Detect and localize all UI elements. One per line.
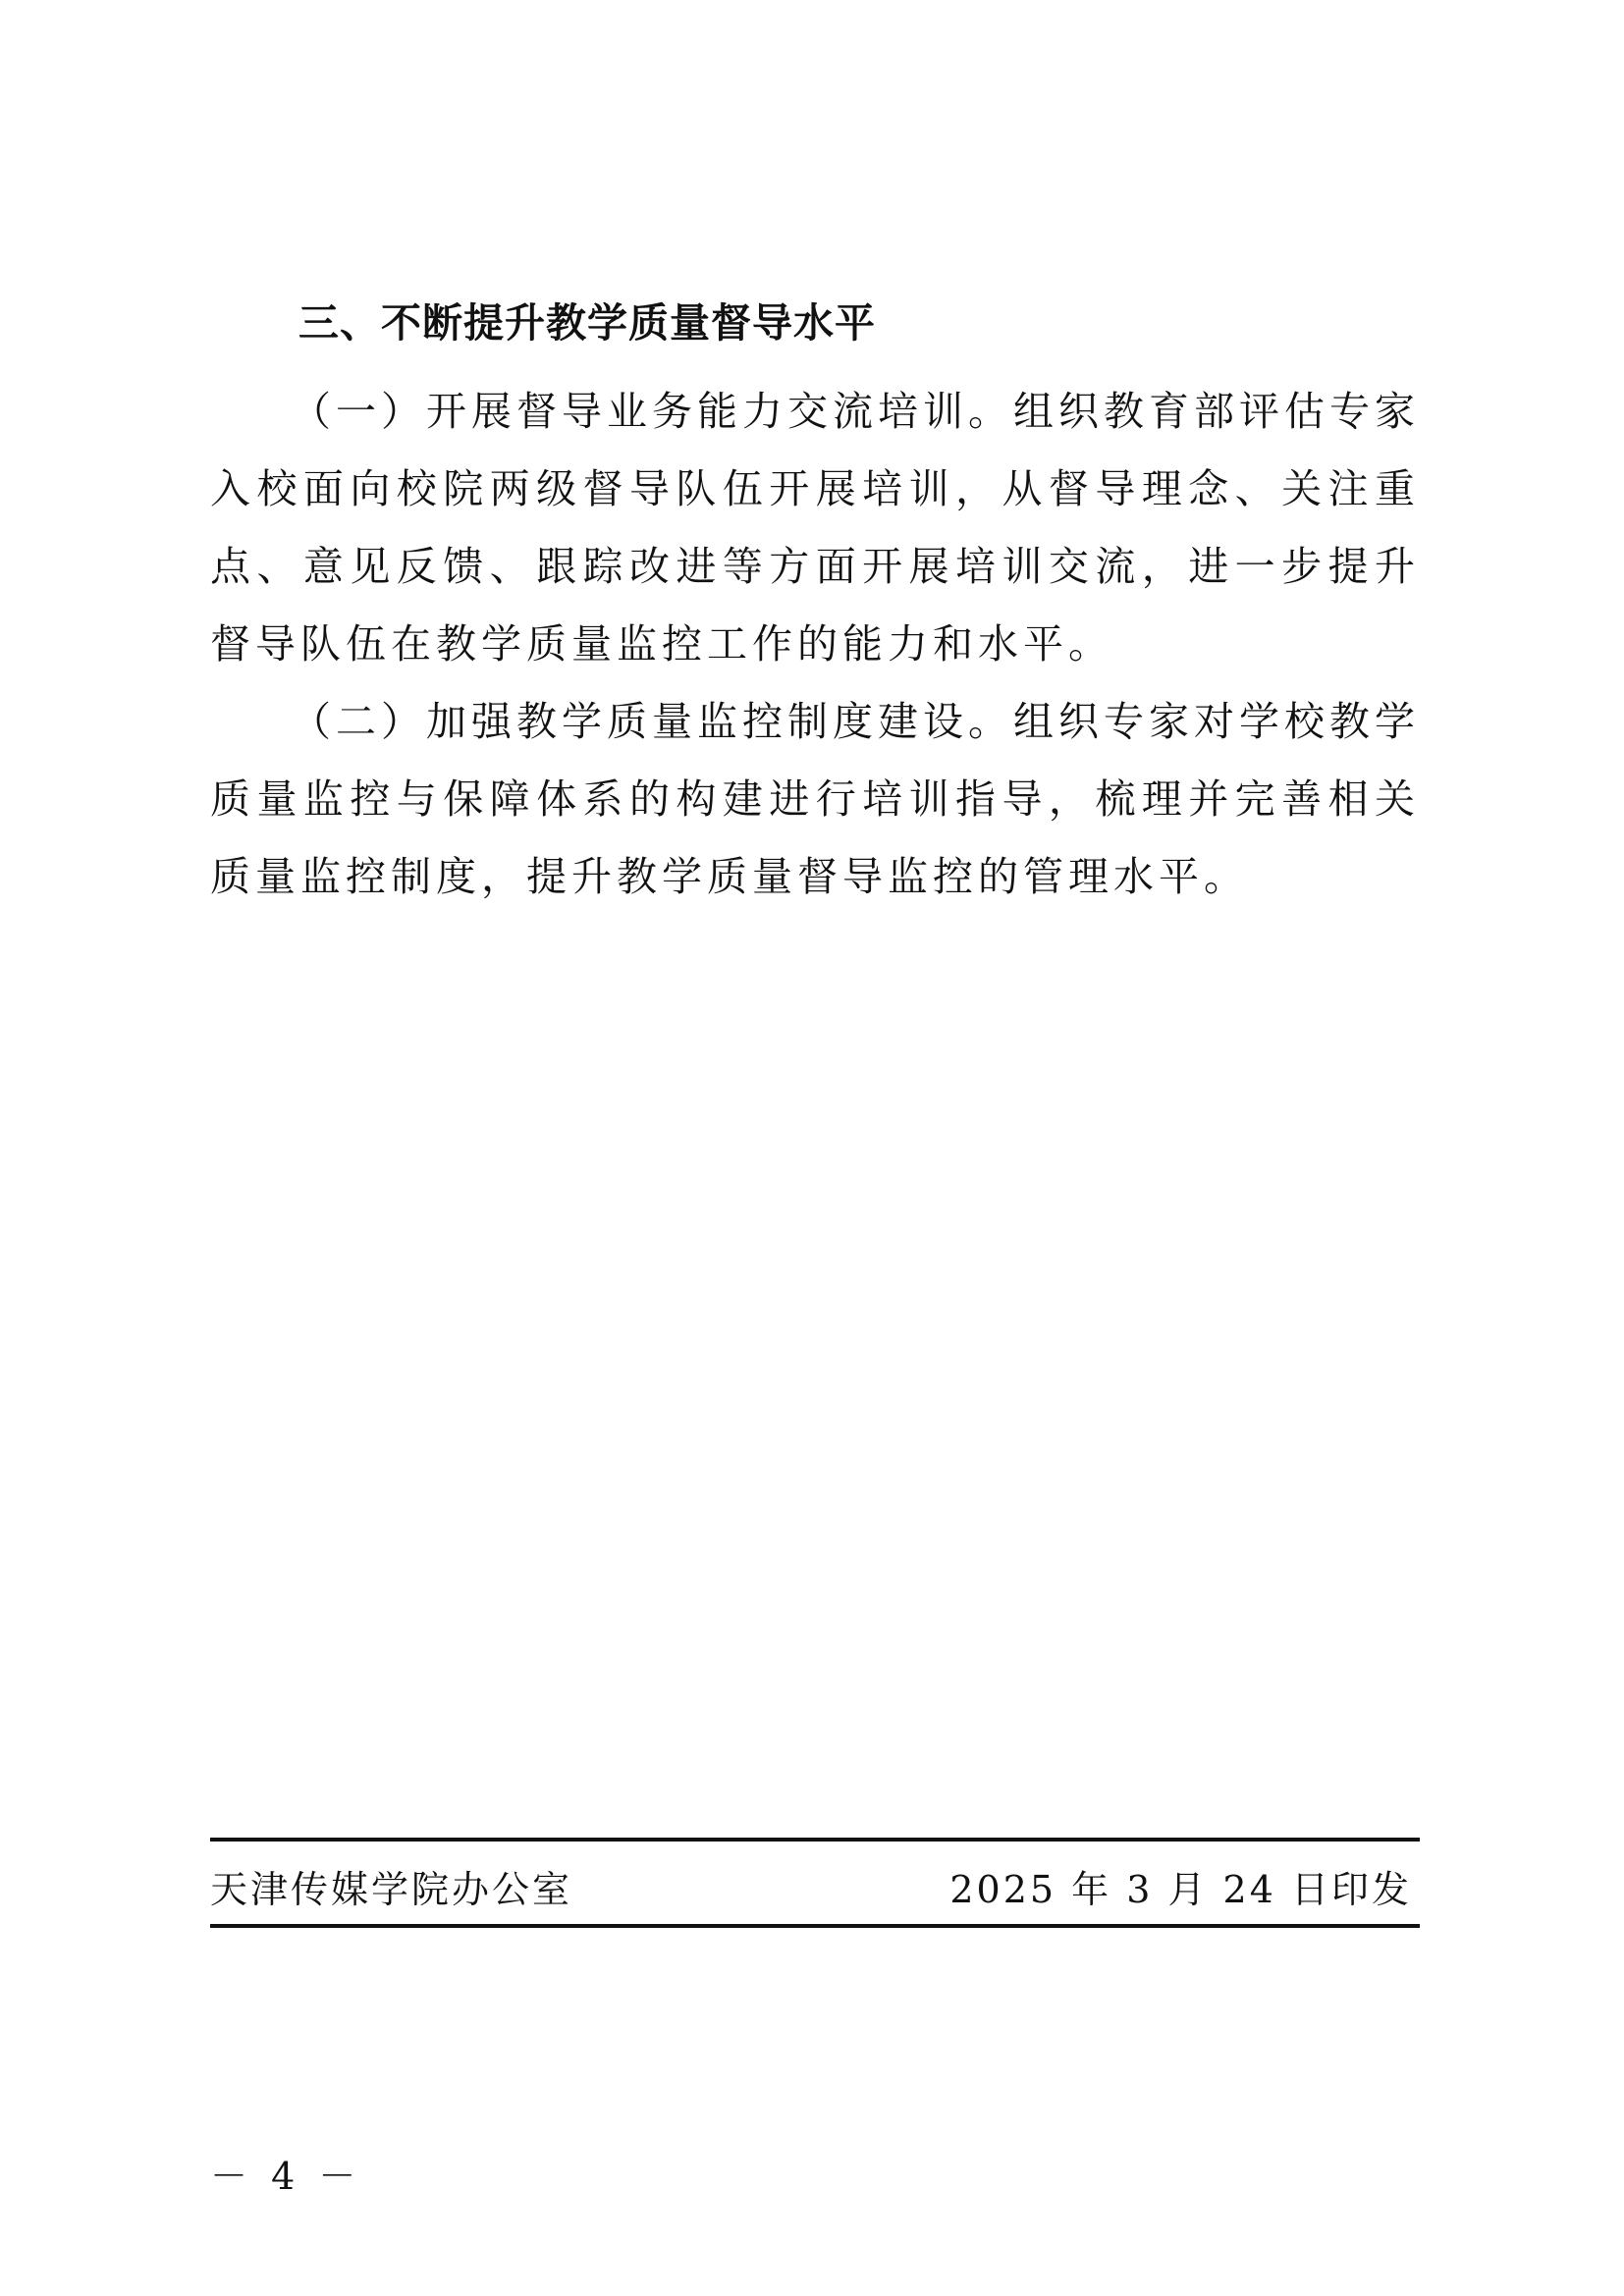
paragraph-system-building: （二）加强教学质量监控制度建设。组织专家对学校教学质量监控与保障体系的构建进行培训指导，梳理并完善相关质量监控制度，提升教学质量督导监控的管理水平。 bbox=[210, 698, 1420, 900]
issue-date: 2025 年 3 月 24 日印发 bbox=[949, 1868, 1412, 1911]
issuance-footer bbox=[210, 1838, 1420, 1928]
issuer-name: 天津传媒学院办公室 bbox=[210, 1868, 573, 1911]
page-number: － 4 － bbox=[210, 2155, 362, 2198]
section-heading: 三、不断提升教学质量督导水平 bbox=[298, 299, 876, 347]
paragraph-training: （一）开展督导业务能力交流培训。组织教育部评估专家入校面向校院两级督导队伍开展培训，从督导理念、关注重点、意见反馈、跟踪改进等方面开展培训交流，进一步提升督导队伍在教学质量监控工作的能力和水平。 bbox=[210, 388, 1420, 667]
document-body bbox=[210, 294, 1420, 916]
